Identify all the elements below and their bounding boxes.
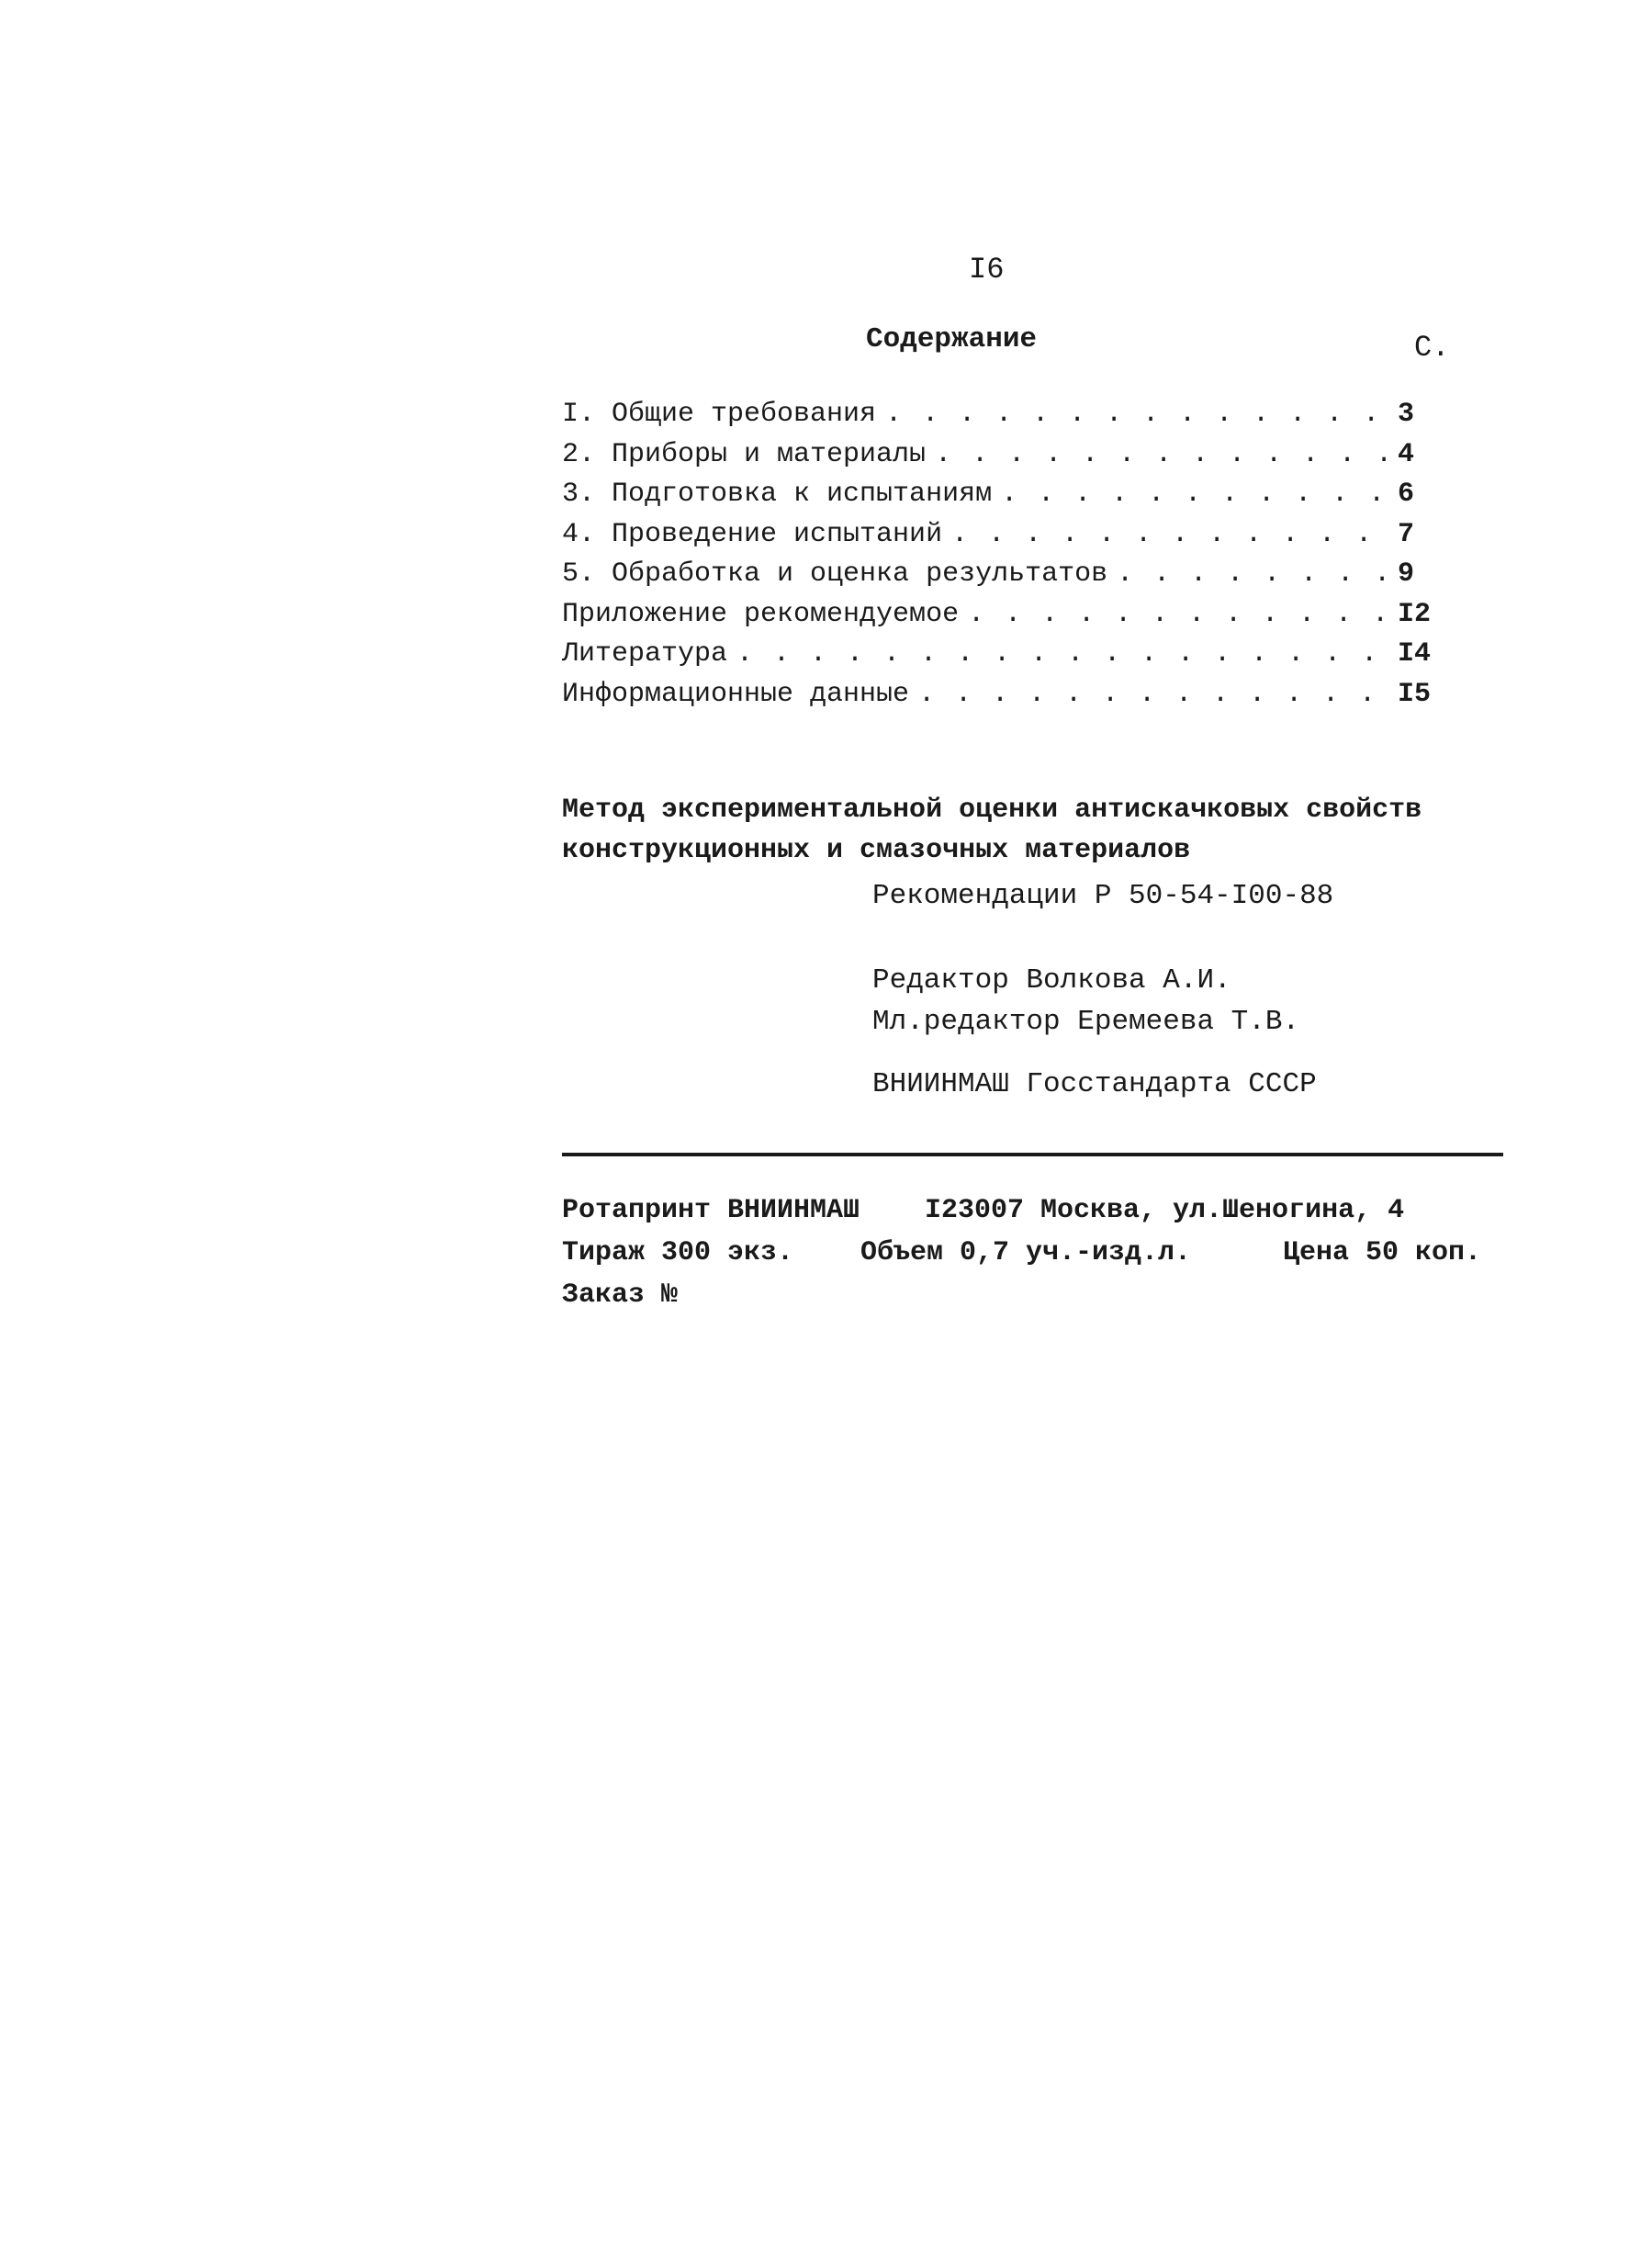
publication-title [562, 790, 1422, 871]
toc-entry-page: 3 [1398, 399, 1415, 430]
toc-entry-page: 9 [1398, 558, 1415, 590]
recommendation-number: Рекомендации Р 50-54-I00-88 [872, 880, 1334, 912]
toc-entry-label: 5. Обработка и оценка результатов [562, 558, 1108, 590]
toc-leader-dots [935, 435, 1388, 476]
divider [562, 1153, 1503, 1156]
toc-entry-page: I2 [1398, 598, 1432, 630]
toc-leader-dots [1001, 475, 1388, 515]
imprint-row [562, 1232, 1481, 1274]
toc-leader-dots [736, 635, 1388, 675]
toc-entry [562, 395, 1434, 435]
price: Цена 50 коп. [1283, 1237, 1482, 1268]
table-of-contents [562, 395, 1434, 715]
order: Заказ № [562, 1279, 679, 1311]
printer: Ротапринт ВНИИНМАШ [562, 1195, 860, 1226]
toc-leader-dots [968, 595, 1388, 636]
editor-name: Редактор Волкова А.И. [872, 964, 1231, 997]
toc-entry-label: Приложение рекомендуемое [562, 598, 960, 630]
imprint-row [562, 1274, 1481, 1316]
toc-leader-dots [1117, 555, 1388, 595]
toc-entry [562, 475, 1434, 515]
toc-entry-label: I. Общие требования [562, 399, 877, 430]
toc-entry [562, 675, 1434, 716]
toc-entry [562, 515, 1434, 556]
toc-entry-page: I5 [1398, 678, 1432, 710]
toc-entry-label: 3. Подготовка к испытаниям [562, 479, 993, 510]
toc-entry [562, 555, 1434, 595]
toc-entry-page: 7 [1398, 518, 1415, 550]
toc-entry-label: 2. Приборы и материалы [562, 438, 927, 470]
circulation: Тираж 300 экз. [562, 1237, 794, 1268]
toc-leader-dots [951, 515, 1388, 556]
toc-entry-label: Информационные данные [562, 678, 910, 710]
toc-entry [562, 595, 1434, 636]
toc-title: Содержание [866, 323, 1038, 355]
address: I23007 Москва, ул.Шеногина, 4 [925, 1195, 1405, 1226]
toc-entry-page: I4 [1398, 638, 1432, 670]
organization: ВНИИНМАШ Госстандарта СССР [872, 1068, 1317, 1100]
volume: Объем 0,7 уч.-изд.л. [860, 1237, 1192, 1268]
toc-entry [562, 635, 1434, 675]
imprint-block [562, 1189, 1481, 1316]
toc-page-column-label: С. [1414, 331, 1450, 365]
imprint-row [562, 1189, 1481, 1232]
toc-entry-page: 6 [1398, 479, 1415, 510]
junior-editor-name: Мл.редактор Еремеева Т.В. [872, 1006, 1300, 1038]
toc-entry-page: 4 [1398, 438, 1415, 470]
publication-title-line: Метод экспериментальной оценки антискачковых свойств [562, 794, 1422, 826]
toc-leader-dots [885, 395, 1388, 435]
publication-title-line: конструкционных и смазочных материалов [562, 835, 1191, 866]
editors-block [872, 960, 1299, 1042]
toc-entry-label: Литература [562, 638, 728, 670]
toc-leader-dots [918, 675, 1388, 716]
page-number: I6 [969, 253, 1005, 287]
toc-entry-label: 4. Проведение испытаний [562, 518, 943, 550]
toc-entry [562, 435, 1434, 476]
